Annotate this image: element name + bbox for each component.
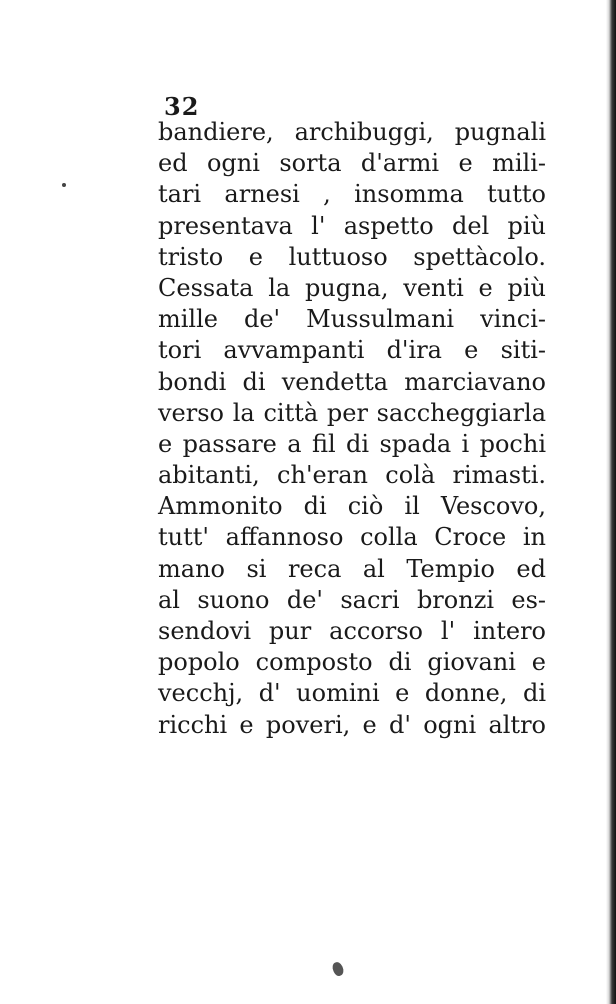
ink-dot	[62, 183, 66, 187]
text-line: Cessata la pugna, venti e più	[158, 273, 546, 302]
text-line: tristo e luttuoso spettàcolo.	[158, 242, 546, 271]
text-line: verso la città per saccheggiarla	[158, 398, 546, 427]
text-line: mano si reca al Tempio ed	[158, 554, 546, 583]
text-line: mille de' Mussulmani vinci-	[158, 305, 546, 334]
page-number: 32	[164, 92, 200, 121]
text-line: presentava l' aspetto del più	[158, 211, 546, 240]
page-edge-shadow	[606, 0, 616, 1004]
text-line: bondi di vendetta marciavano	[158, 367, 546, 396]
text-line: ed ogni sorta d'armi e mili-	[158, 149, 546, 178]
text-line: tori avvampanti d'ira e siti-	[158, 336, 546, 365]
text-line: al suono de' sacri bronzi es-	[158, 585, 546, 614]
text-line: popolo composto di giovani e	[158, 648, 546, 677]
text-line: vecchj, d' uomini e donne, di	[158, 679, 546, 708]
text-line: abitanti, ch'eran colà rimasti.	[158, 461, 546, 490]
text-line: ricchi e poveri, e d' ogni altro	[158, 710, 546, 739]
body-text	[158, 117, 546, 741]
text-line: tutt' affannoso colla Croce in	[158, 523, 546, 552]
text-line: Ammonito di ciò il Vescovo,	[158, 492, 546, 521]
text-line: e passare a fil di spada i pochi	[158, 429, 546, 458]
ink-blot	[331, 961, 346, 978]
text-line: bandiere, archibuggi, pugnali	[158, 118, 546, 146]
text-line: sendovi pur accorso l' intero	[158, 617, 546, 645]
text-line: tari arnesi , insomma tutto	[158, 180, 546, 209]
